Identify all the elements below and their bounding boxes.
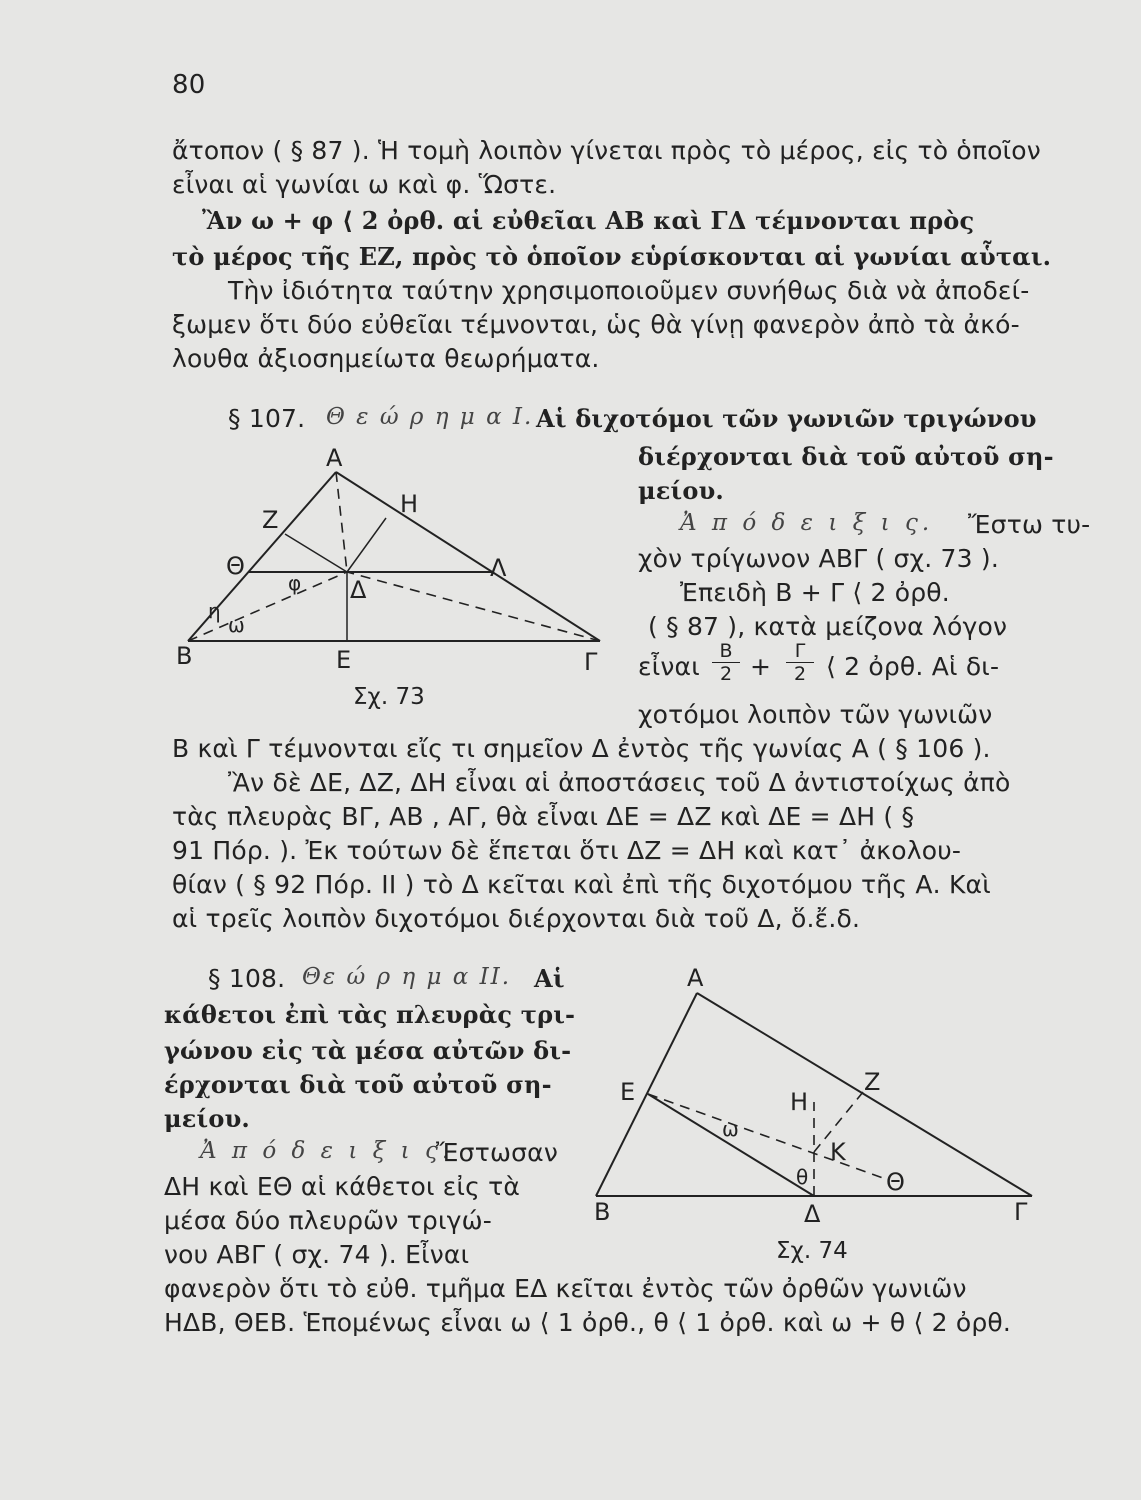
paragraph-line: ἄτοπον ( § 87 ). Ἡ τομὴ λοιπὸν γίνεται πρὸς τὸ μέρος, εἰς τὸ ὁποῖον (172, 136, 1041, 165)
proof-line: τὰς πλευρὰς ΒΓ, ΑΒ , ΑΓ, θὰ εἶναι ΔΕ = ΔΖ καὶ ΔΕ = ΔΗ ( § (172, 802, 915, 831)
proof-line: αἱ τρεῖς λοιπὸν διχοτόμοι διέρχονται διὰ τοῦ Δ, ὅ.ἔ.δ. (172, 904, 861, 933)
vertex-b: Β (176, 642, 193, 670)
figure-74 (585, 960, 1045, 1230)
angle-eta: η (208, 599, 221, 623)
vertex-g: Γ (1014, 1198, 1028, 1226)
vertex-b: Β (594, 1198, 611, 1226)
perp-dh (347, 518, 386, 572)
figure-74-caption: Σχ. 74 (776, 1238, 848, 1264)
point-theta: Θ (886, 1168, 905, 1196)
point-h: Η (400, 490, 419, 518)
side-ag (336, 472, 600, 641)
theorem-title: Αἱ (534, 964, 565, 993)
vertex-a: Α (326, 444, 343, 472)
fraction-denominator: 2 (719, 663, 733, 685)
point-k: Κ (830, 1138, 846, 1166)
fraction-g-over-2 (786, 640, 814, 685)
point-lambda: Λ (490, 554, 507, 582)
proof-label: Ἀ π ό δ ε ι ξ ι ς. (680, 510, 934, 536)
vertex-a: Α (687, 964, 704, 992)
section-108-number: § 108. (208, 964, 286, 993)
perp-dz (285, 534, 347, 572)
angle-omega: ω (228, 613, 245, 637)
proof-line: φανερὸν ὅτι τὸ εὐθ. τμῆμα ΕΔ κεῖται ἐντὸς τῶν ὀρθῶν γωνιῶν (164, 1274, 967, 1303)
proof-line: χὸν τρίγωνον ΑΒΓ ( σχ. 73 ). (638, 544, 999, 573)
paragraph-line: λουθα ἀξιοσημείωτα θεωρήματα. (172, 344, 600, 373)
proof-line: εἶναι (638, 652, 700, 681)
proof-line: Ἐπειδὴ Β + Γ ⟨ 2 ὀρθ. (680, 578, 950, 607)
theorem-title: γώνου εἰς τὰ μέσα αὐτῶν δι- (164, 1036, 572, 1065)
point-e: Ε (620, 1078, 636, 1106)
theorem-title: Αἱ διχοτόμοι τῶν γωνιῶν τριγώνου (536, 404, 1037, 433)
point-e: Ε (336, 646, 352, 674)
point-d: Δ (350, 576, 367, 604)
statement-line: Ἂν ω + φ ⟨ 2 ὀρθ. αἱ εὐθεῖαι ΑΒ καὶ ΓΔ τέμνονται πρὸς (202, 206, 975, 235)
theorem-title: κάθετοι ἐπὶ τὰς πλευρὰς τρι- (164, 1000, 576, 1029)
theorem-title: μείου. (164, 1104, 250, 1133)
figure-73 (175, 440, 615, 710)
proof-line: Β καὶ Γ τέμνονται εἴς τι σημεῖον Δ ἐντὸς τῆς γωνίας Α ( § 106 ). (172, 734, 991, 763)
theorem-label: Θ ε ώ ρ η μ α Ι. (326, 404, 534, 430)
angle-omega: ω (722, 1117, 739, 1141)
fraction-numerator: Γ (786, 640, 814, 663)
proof-line: Ἂν δὲ ΔΕ, ΔΖ, ΔΗ εἶναι αἱ ἀποστάσεις τοῦ Δ ἀντιστοίχως ἀπὸ (228, 768, 1011, 797)
angle-phi: φ (288, 571, 302, 595)
point-z: Ζ (262, 506, 279, 534)
statement-line: τὸ μέρος τῆς ΕΖ, πρὸς τὸ ὁποῖον εὑρίσκονται αἱ γωνίαι αὗται. (172, 242, 1052, 271)
proof-label: Ἀ π ό δ ε ι ξ ι ς. (200, 1138, 454, 1164)
theorem-label: Θε ώ ρ η μ α ΙΙ. (302, 964, 512, 990)
theorem-title: μείου. (638, 476, 724, 505)
angle-theta: θ (796, 1165, 809, 1189)
proof-line: Ἔστωσαν (436, 1138, 558, 1167)
proof-line: μέσα δύο πλευρῶν τριγώ- (164, 1206, 492, 1235)
side-ab (596, 993, 697, 1196)
proof-line: θίαν ( § 92 Πόρ. ΙΙ ) τὸ Δ κεῖται καὶ ἐπὶ τῆς διχοτόμου τῆς Α. Καὶ (172, 870, 991, 899)
fraction-denominator: 2 (793, 663, 807, 685)
proof-line: νου ΑΒΓ ( σχ. 74 ). Εἶναι (164, 1240, 470, 1269)
plus-sign: + (750, 652, 772, 681)
point-z: Ζ (864, 1068, 881, 1096)
point-theta: Θ (226, 552, 245, 580)
fraction-numerator: Β (712, 640, 740, 663)
point-d: Δ (804, 1200, 821, 1228)
proof-line: ⟨ 2 ὀρθ. Αἱ δι- (826, 652, 1000, 681)
bisector-a (336, 472, 347, 572)
page-number: 80 (172, 70, 206, 100)
proof-line: ( § 87 ), κατὰ μείζονα λόγον (648, 612, 1008, 641)
paragraph-line: ξωμεν ὅτι δύο εὐθεῖαι τέμνονται, ὡς θὰ γίνῃ φανερὸν ἀπὸ τὰ ἀκό- (172, 310, 1020, 339)
paragraph-line: Τὴν ἰδιότητα ταύτην χρησιμοποιοῦμεν συνήθως διὰ νὰ ἀποδεί- (228, 276, 1030, 305)
proof-line: ΗΔΒ, ΘΕΒ. Ἑπομένως εἶναι ω ⟨ 1 ὀρθ., θ ⟨ 1 ὀρθ. καὶ ω + θ ⟨ 2 ὀρθ. (164, 1308, 1012, 1337)
proof-line: ΔΗ καὶ ΕΘ αἱ κάθετοι εἰς τὰ (164, 1172, 521, 1201)
proof-line: χοτόμοι λοιπὸν τῶν γωνιῶν (638, 700, 993, 729)
fraction-b-over-2 (712, 640, 740, 685)
point-h: Η (790, 1088, 809, 1116)
vertex-g: Γ (584, 648, 598, 676)
theorem-title: διέρχονται διὰ τοῦ αὐτοῦ ση- (638, 442, 1054, 471)
paragraph-line: εἶναι αἱ γωνίαι ω καὶ φ. Ὥστε. (172, 170, 557, 199)
theorem-title: έρχονται διὰ τοῦ αὐτοῦ ση- (164, 1070, 552, 1099)
proof-line: 91 Πόρ. ). Ἐκ τούτων δὲ ἕπεται ὅτι ΔΖ = ΔΗ καὶ κατ᾽ ἀκολου- (172, 836, 962, 865)
bisector-g (347, 572, 600, 641)
section-107-number: § 107. (228, 404, 306, 433)
proof-line: Ἔστω τυ- (968, 510, 1091, 539)
figure-73-caption: Σχ. 73 (353, 684, 425, 710)
